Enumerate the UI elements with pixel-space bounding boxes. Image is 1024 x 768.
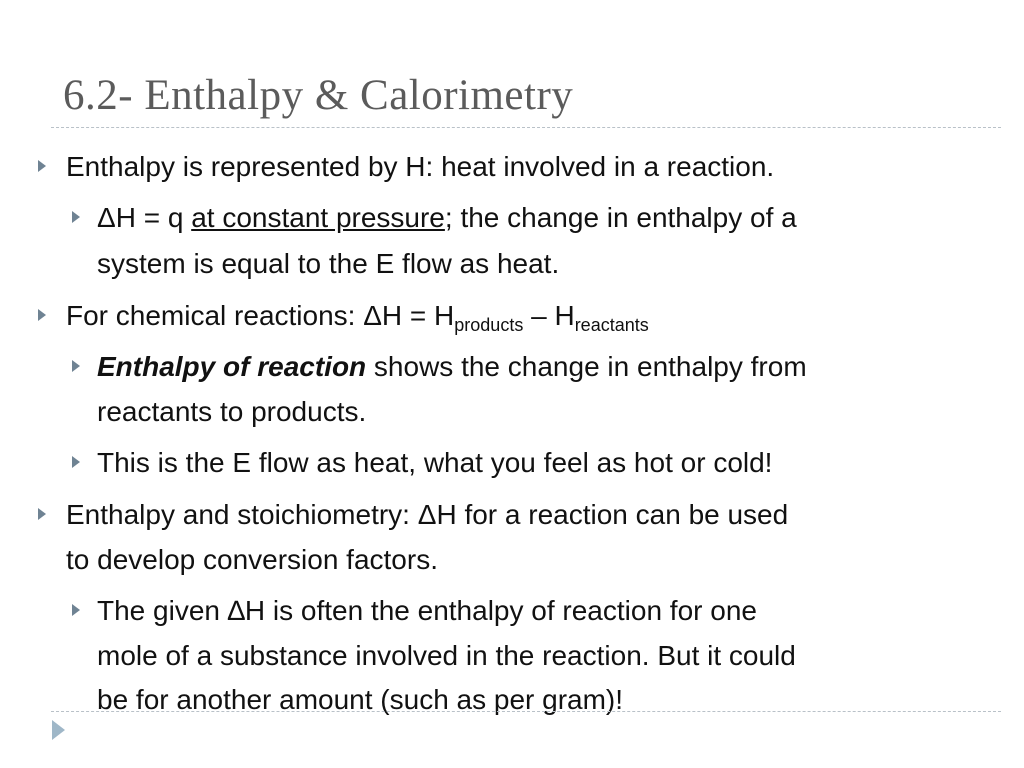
bullet-2-1-suffix: shows the change in enthalpy from — [366, 351, 807, 382]
triangle-bullet-icon — [38, 508, 46, 520]
bullet-2-1-term: Enthalpy of reaction — [97, 351, 367, 382]
footer-divider — [51, 711, 1001, 712]
subscript-products: products — [454, 315, 524, 335]
triangle-bullet-icon — [72, 456, 80, 468]
triangle-bullet-icon — [72, 360, 80, 372]
bullet-2-2-text: This is the E flow as heat, what you feel as hot or cold! — [97, 447, 773, 478]
bullet-2-1-line-2: reactants to products. — [97, 396, 367, 427]
bullet-1-text: Enthalpy is represented by H: heat involved in a reaction. — [66, 151, 775, 182]
bullet-2-text — [66, 300, 649, 335]
bullet-3-line-1: Enthalpy and stoichiometry: ΔH for a reaction can be used — [66, 499, 789, 530]
bullet-3-1-line-3: be for another amount (such as per gram)! — [97, 684, 624, 715]
bullet-2-middle: – H — [523, 300, 575, 331]
bullet-2-prefix: For chemical reactions: ΔH = H — [66, 300, 455, 331]
slide-title: 6.2- Enthalpy & Calorimetry — [63, 72, 574, 119]
bullet-1-1-underlined: at constant pressure — [191, 202, 445, 233]
bullet-1-1-line-1 — [97, 204, 797, 232]
bullet-1-1-suffix: ; the change in enthalpy of a — [444, 202, 797, 233]
triangle-bullet-icon — [38, 160, 46, 172]
subscript-reactants: reactants — [574, 315, 649, 335]
bullet-2-1-line-1 — [97, 353, 807, 381]
triangle-bullet-icon — [38, 309, 46, 321]
bullet-3-1-line-1: The given ∆H is often the enthalpy of reaction for one — [97, 595, 757, 626]
bullet-3-line-2: to develop conversion factors. — [66, 544, 438, 575]
bullet-1-1-line-2: system is equal to the E flow as heat. — [97, 248, 560, 279]
bullet-3-1-line-2: mole of a substance involved in the reaction. But it could — [97, 640, 796, 671]
bullet-1-1-prefix: ΔH = q — [97, 202, 192, 233]
triangle-bullet-icon — [72, 604, 80, 616]
triangle-bullet-icon — [72, 211, 80, 223]
triangle-arrow-icon — [52, 720, 65, 740]
